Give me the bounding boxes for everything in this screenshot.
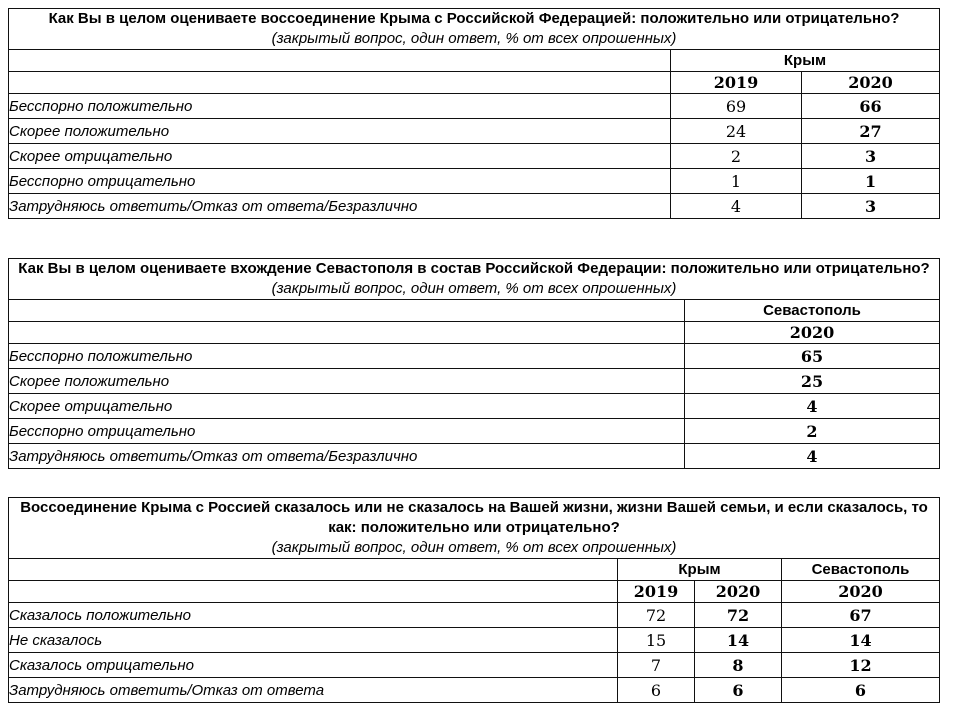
table-row bbox=[9, 498, 940, 559]
value-cell: 4 bbox=[671, 194, 802, 219]
table-row bbox=[9, 119, 940, 144]
empty-header-cell bbox=[9, 581, 618, 603]
value-cell: 72 bbox=[618, 603, 695, 628]
table-row bbox=[9, 369, 940, 394]
empty-header-cell bbox=[9, 50, 671, 72]
table-title-cell bbox=[9, 259, 940, 300]
value-cell: 65 bbox=[685, 344, 940, 369]
empty-header-cell bbox=[9, 322, 685, 344]
year-header-2020: 2020 bbox=[802, 72, 940, 94]
table-row bbox=[9, 94, 940, 119]
row-label: Скорее отрицательно bbox=[9, 394, 685, 419]
value-cell: 69 bbox=[671, 94, 802, 119]
value-cell: 8 bbox=[695, 653, 782, 678]
value-cell: 12 bbox=[782, 653, 940, 678]
value-cell: 1 bbox=[671, 169, 802, 194]
row-label: Сказалось положительно bbox=[9, 603, 618, 628]
year-header-2020: 2020 bbox=[782, 581, 940, 603]
value-cell: 3 bbox=[802, 144, 940, 169]
empty-header-cell bbox=[9, 559, 618, 581]
region-header-sevastopol: Севастополь bbox=[685, 300, 940, 322]
table-crimea-reunification bbox=[8, 8, 940, 219]
table-row bbox=[9, 678, 940, 703]
table-row bbox=[9, 653, 940, 678]
row-label: Затрудняюсь ответить/Отказ от ответа bbox=[9, 678, 618, 703]
value-cell: 6 bbox=[782, 678, 940, 703]
table-row bbox=[9, 419, 940, 444]
year-header-2019: 2019 bbox=[618, 581, 695, 603]
year-header-2020: 2020 bbox=[695, 581, 782, 603]
table-row bbox=[9, 628, 940, 653]
table-row bbox=[9, 394, 940, 419]
region-header-row bbox=[9, 559, 940, 581]
table-row bbox=[9, 259, 940, 300]
table-row bbox=[9, 344, 940, 369]
value-cell: 66 bbox=[802, 94, 940, 119]
table-life-impact bbox=[8, 497, 940, 703]
table-row bbox=[9, 444, 940, 469]
row-label: Затрудняюсь ответить/Отказ от ответа/Безразлично bbox=[9, 194, 671, 219]
region-header-krym: Крым bbox=[618, 559, 782, 581]
value-cell: 6 bbox=[695, 678, 782, 703]
row-label: Скорее отрицательно bbox=[9, 144, 671, 169]
table-row bbox=[9, 9, 940, 50]
value-cell: 1 bbox=[802, 169, 940, 194]
table-title-cell bbox=[9, 498, 940, 559]
region-header-sevastopol: Севастополь bbox=[782, 559, 940, 581]
year-header-2020: 2020 bbox=[685, 322, 940, 344]
row-label: Затрудняюсь ответить/Отказ от ответа/Безразлично bbox=[9, 444, 685, 469]
table-row bbox=[9, 144, 940, 169]
value-cell: 72 bbox=[695, 603, 782, 628]
row-label: Бесспорно отрицательно bbox=[9, 169, 671, 194]
region-header-row bbox=[9, 300, 940, 322]
value-cell: 4 bbox=[685, 444, 940, 469]
table-sevastopol-accession bbox=[8, 258, 940, 469]
value-cell: 25 bbox=[685, 369, 940, 394]
value-cell: 27 bbox=[802, 119, 940, 144]
row-label: Не сказалось bbox=[9, 628, 618, 653]
value-cell: 2 bbox=[685, 419, 940, 444]
empty-header-cell bbox=[9, 300, 685, 322]
table-subtitle: (закрытый вопрос, один ответ, % от всех опрошенных) bbox=[271, 280, 677, 297]
value-cell: 14 bbox=[782, 628, 940, 653]
table-title: Воссоединение Крыма с Россией сказалось или не сказалось на Вашей жизни, жизни Вашей семьи, и если сказалось, то как: положительно или отрицательно? bbox=[20, 499, 928, 536]
region-header-krym: Крым bbox=[671, 50, 940, 72]
value-cell: 15 bbox=[618, 628, 695, 653]
value-cell: 2 bbox=[671, 144, 802, 169]
value-cell: 4 bbox=[685, 394, 940, 419]
value-cell: 7 bbox=[618, 653, 695, 678]
row-label: Скорее положительно bbox=[9, 369, 685, 394]
value-cell: 3 bbox=[802, 194, 940, 219]
row-label: Бесспорно положительно bbox=[9, 94, 671, 119]
table-row bbox=[9, 194, 940, 219]
year-header-row bbox=[9, 581, 940, 603]
row-label: Бесспорно отрицательно bbox=[9, 419, 685, 444]
table-subtitle: (закрытый вопрос, один ответ, % от всех опрошенных) bbox=[271, 30, 677, 47]
table-row bbox=[9, 169, 940, 194]
row-label: Сказалось отрицательно bbox=[9, 653, 618, 678]
value-cell: 24 bbox=[671, 119, 802, 144]
table-title: Как Вы в целом оцениваете вхождение Севастополя в состав Российской Федерации: положительно или отрицательно? bbox=[18, 260, 930, 277]
table-title-cell bbox=[9, 9, 940, 50]
value-cell: 67 bbox=[782, 603, 940, 628]
value-cell: 14 bbox=[695, 628, 782, 653]
region-header-row bbox=[9, 50, 940, 72]
year-header-row bbox=[9, 322, 940, 344]
value-cell: 6 bbox=[618, 678, 695, 703]
table-title: Как Вы в целом оцениваете воссоединение Крыма с Российской Федерацией: положительно или отрицательно? bbox=[48, 10, 900, 27]
year-header-row bbox=[9, 72, 940, 94]
table-subtitle: (закрытый вопрос, один ответ, % от всех опрошенных) bbox=[271, 539, 677, 556]
row-label: Бесспорно положительно bbox=[9, 344, 685, 369]
year-header-2019: 2019 bbox=[671, 72, 802, 94]
empty-header-cell bbox=[9, 72, 671, 94]
row-label: Скорее положительно bbox=[9, 119, 671, 144]
table-row bbox=[9, 603, 940, 628]
